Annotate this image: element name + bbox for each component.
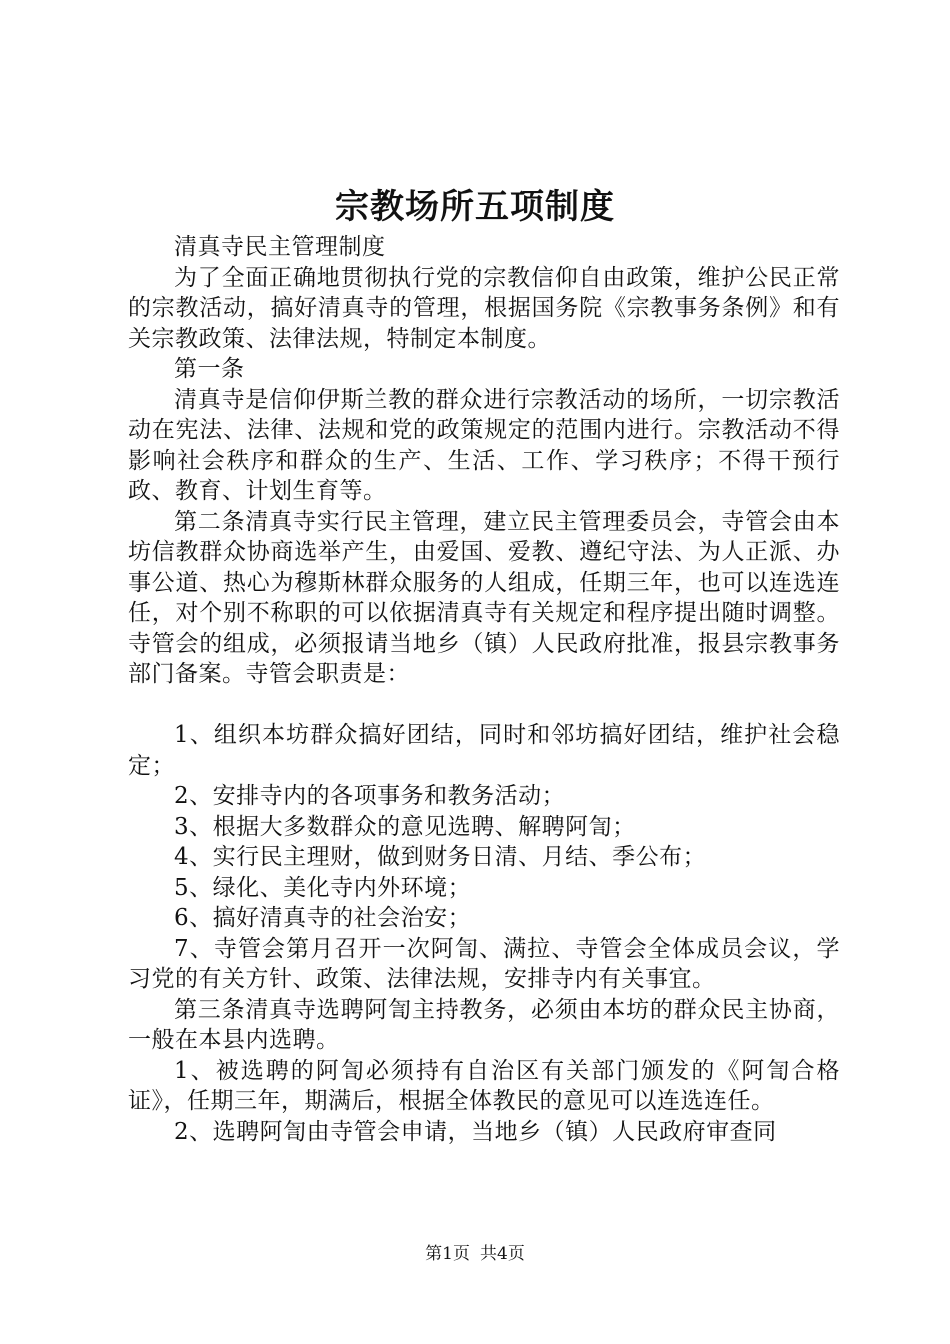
- list-item: 5、绿化、美化寺内外环境；: [174, 874, 472, 901]
- list-item: 7、寺管会第月召开一次阿訇、满拉、寺管会全体成员会议，学习党的有关方针、政策、法律法规，安排寺内有关事宜。: [128, 935, 840, 992]
- page-number: 第1页: [425, 1244, 470, 1264]
- body-paragraph: 清真寺是信仰伊斯兰教的群众进行宗教活动的场所，一切宗教活动在宪法、法律、法规和党的政策规定的范围内进行。宗教活动不得影响社会秩序和群众的生产、生活、工作、学习秩序；不得干预行政、教育、计划生育等。: [128, 386, 840, 504]
- document-body: [128, 232, 840, 1147]
- list-item: 6、搞好清真寺的社会治安；: [174, 905, 472, 931]
- list-item: 4、实行民主理财，做到财务日清、月结、季公布；: [174, 844, 707, 870]
- list-item: 1、组织本坊群众搞好团结，同时和邻坊搞好团结，维护社会稳定；: [128, 722, 840, 779]
- list-item: 2、选聘阿訇由寺管会申请，当地乡（镇）人民政府审查同: [174, 1118, 777, 1145]
- body-paragraph: 第二条清真寺实行民主管理，建立民主管理委员会，寺管会由本坊信教群众协商选举产生，由爱国、爱教、遵纪守法、为人正派、办事公道、热心为穆斯林群众服务的人组成，任期三年，也可以连选连任，对个别不称职的可以依据清真寺有关规定和程序提出随时调整。寺管会的组成，必须报请当地乡（镇）人民政府批准，报县宗教事务部门备案。寺管会职责是：: [128, 508, 840, 687]
- document-title: 宗教场所五项制度: [335, 187, 615, 227]
- list-item: 2、安排寺内的各项事务和教务活动；: [174, 783, 566, 809]
- body-paragraph: 第三条清真寺选聘阿訇主持教务，必须由本坊的群众民主协商，一般在本县内选聘。: [128, 996, 840, 1053]
- section-heading: 清真寺民主管理制度: [174, 234, 386, 260]
- list-item: 3、根据大多数群众的意见选聘、解聘阿訇；: [174, 813, 636, 840]
- page-footer: [0, 1242, 950, 1266]
- page-total: 共4页: [480, 1244, 525, 1264]
- body-paragraph: 为了全面正确地贯彻执行党的宗教信仰自由政策，维护公民正常的宗教活动，搞好清真寺的管理，根据国务院《宗教事务条例》和有关宗教政策、法律法规，特制定本制度。: [128, 264, 840, 352]
- article-heading: 第一条: [174, 356, 245, 382]
- blank-line: [128, 690, 840, 721]
- list-item: 1、被选聘的阿訇必须持有自治区有关部门颁发的《阿訇合格证》，任期三年，期满后，根据全体教民的意见可以连选连任。: [128, 1057, 840, 1114]
